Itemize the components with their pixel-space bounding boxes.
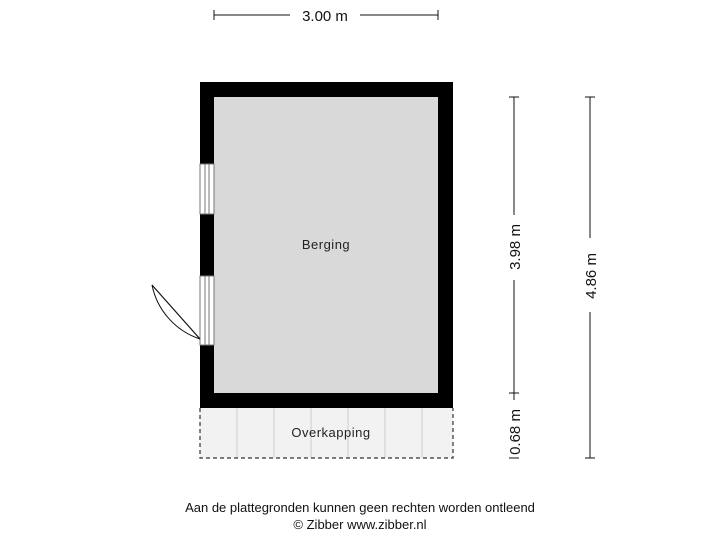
wall-top [200,82,453,97]
wall-bottom [200,393,453,408]
inner-height-dimension [507,97,524,393]
wall-left-upper [200,82,214,164]
inner-height-label: 3.98 m [507,224,524,270]
disclaimer-text: Aan de plattegronden kunnen geen rechten worden ontleend [185,500,535,515]
canopy-label: Overkapping [291,425,371,440]
wall-right [438,82,453,408]
wall-left-lower [200,345,214,408]
total-height-dimension [583,97,600,458]
copyright-text: © Zibber www.zibber.nl [293,517,427,532]
door [152,276,214,345]
width-dimension-label: 3.00 m [302,8,348,25]
door-opening [200,276,214,345]
width-dimension [214,8,438,25]
window [200,164,214,214]
canopy-depth-dimension [507,393,524,458]
door-leaf [152,285,200,339]
room-label: Berging [301,237,351,252]
canopy-depth-label: 0.68 m [507,409,524,455]
wall-left-middle [200,214,214,276]
total-height-label: 4.86 m [583,253,600,299]
canopy [200,408,453,458]
